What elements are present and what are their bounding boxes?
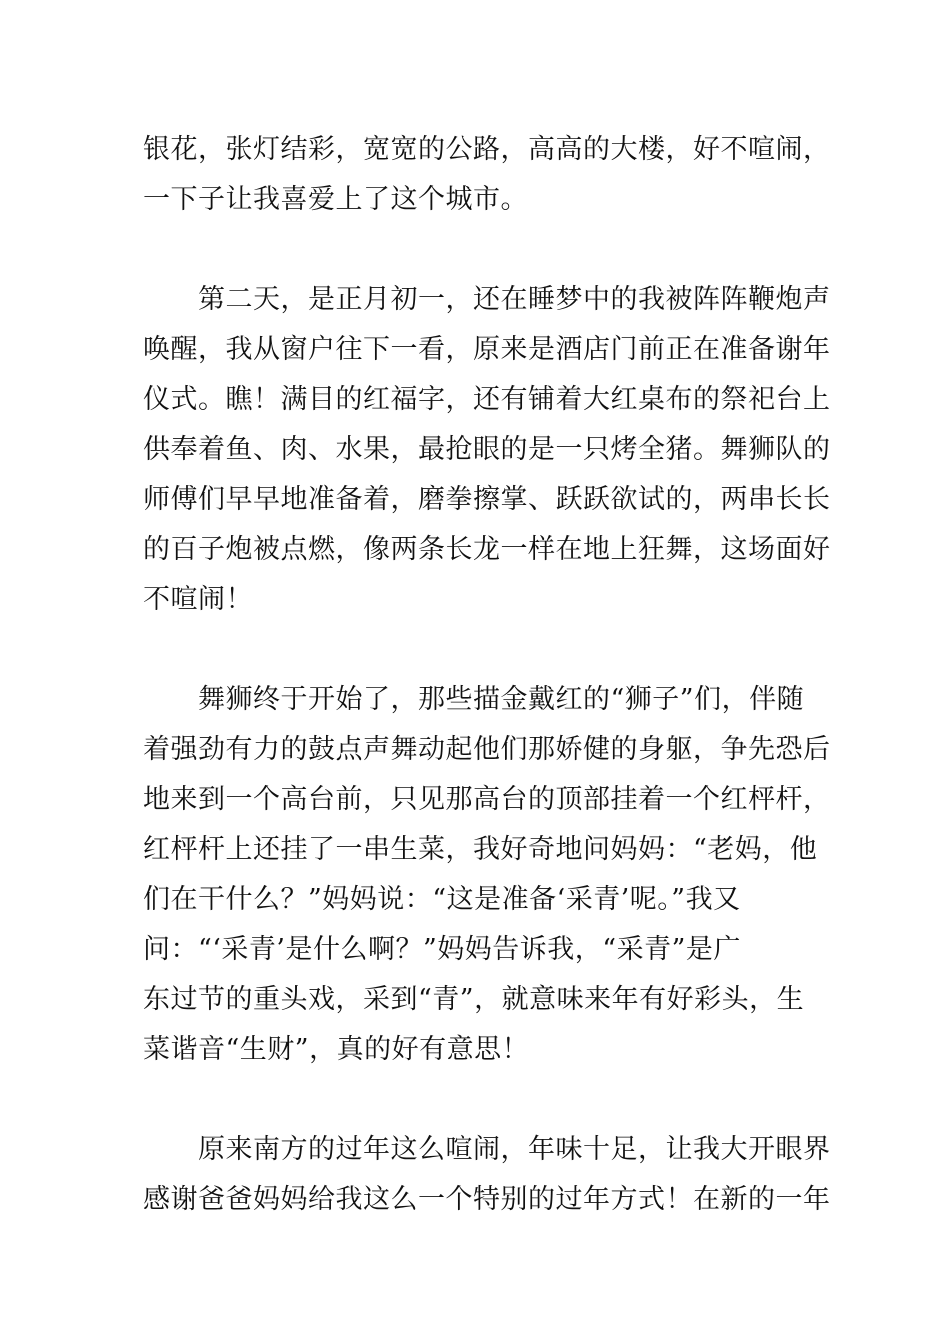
text-line: 着强劲有力的鼓点声舞动起他们那娇健的身躯，争先恐后 (143, 734, 831, 765)
text-line: 红枰杆上还挂了一串生菜，我好奇地问妈妈：“老妈，他 (143, 834, 818, 865)
paragraph (143, 675, 831, 1075)
text-line: 问：“‘采青’是什么啊？”妈妈告诉我，“采青”是广 (143, 934, 741, 965)
text-line: 唤醒，我从窗户往下一看，原来是酒店门前正在准备谢年 (143, 334, 831, 365)
text-line: 银花，张灯结彩，宽宽的公路，高高的大楼，好不喧闹， (143, 134, 831, 165)
text-line: 舞狮终于开始了，那些描金戴红的“狮子”们，伴随 (198, 684, 805, 715)
text-line: 们在干什么？”妈妈说：“这是准备‘采青’呢。”我又 (143, 884, 741, 915)
text-line: 一下子让我喜爱上了这个城市。 (143, 184, 528, 215)
text-line: 东过节的重头戏，采到“青”，就意味来年有好彩头，生 (143, 984, 805, 1015)
text-line: 第二天，是正月初一，还在睡梦中的我被阵阵鞭炮声 (198, 284, 831, 315)
paragraph (143, 125, 831, 225)
paragraph-gap (143, 1075, 807, 1125)
paragraph-gap (143, 225, 807, 275)
text-line: 供奉着鱼、肉、水果，最抢眼的是一只烤全猪。舞狮队的 (143, 434, 831, 465)
document-page (143, 125, 831, 1225)
text-line: 不喧闹！ (143, 584, 253, 615)
paragraph-gap (143, 625, 807, 675)
text-line: 地来到一个高台前，只见那高台的顶部挂着一个红枰杆， (143, 784, 831, 815)
text-line: 师傅们早早地准备着，磨拳擦掌、跃跃欲试的，两串长长 (143, 484, 831, 515)
paragraph (143, 1125, 831, 1225)
text-line: 仪式。瞧！满目的红福字，还有铺着大红桌布的祭祀台上 (143, 384, 831, 415)
text-line: 感谢爸爸妈妈给我这么一个特别的过年方式！在新的一年 (143, 1184, 831, 1215)
text-line: 的百子炮被点燃，像两条长龙一样在地上狂舞，这场面好 (143, 534, 831, 565)
text-line: 原来南方的过年这么喧闹，年味十足，让我大开眼界 (198, 1134, 831, 1165)
paragraph (143, 275, 831, 625)
text-line: 菜谐音“生财”，真的好有意思！ (143, 1034, 530, 1065)
